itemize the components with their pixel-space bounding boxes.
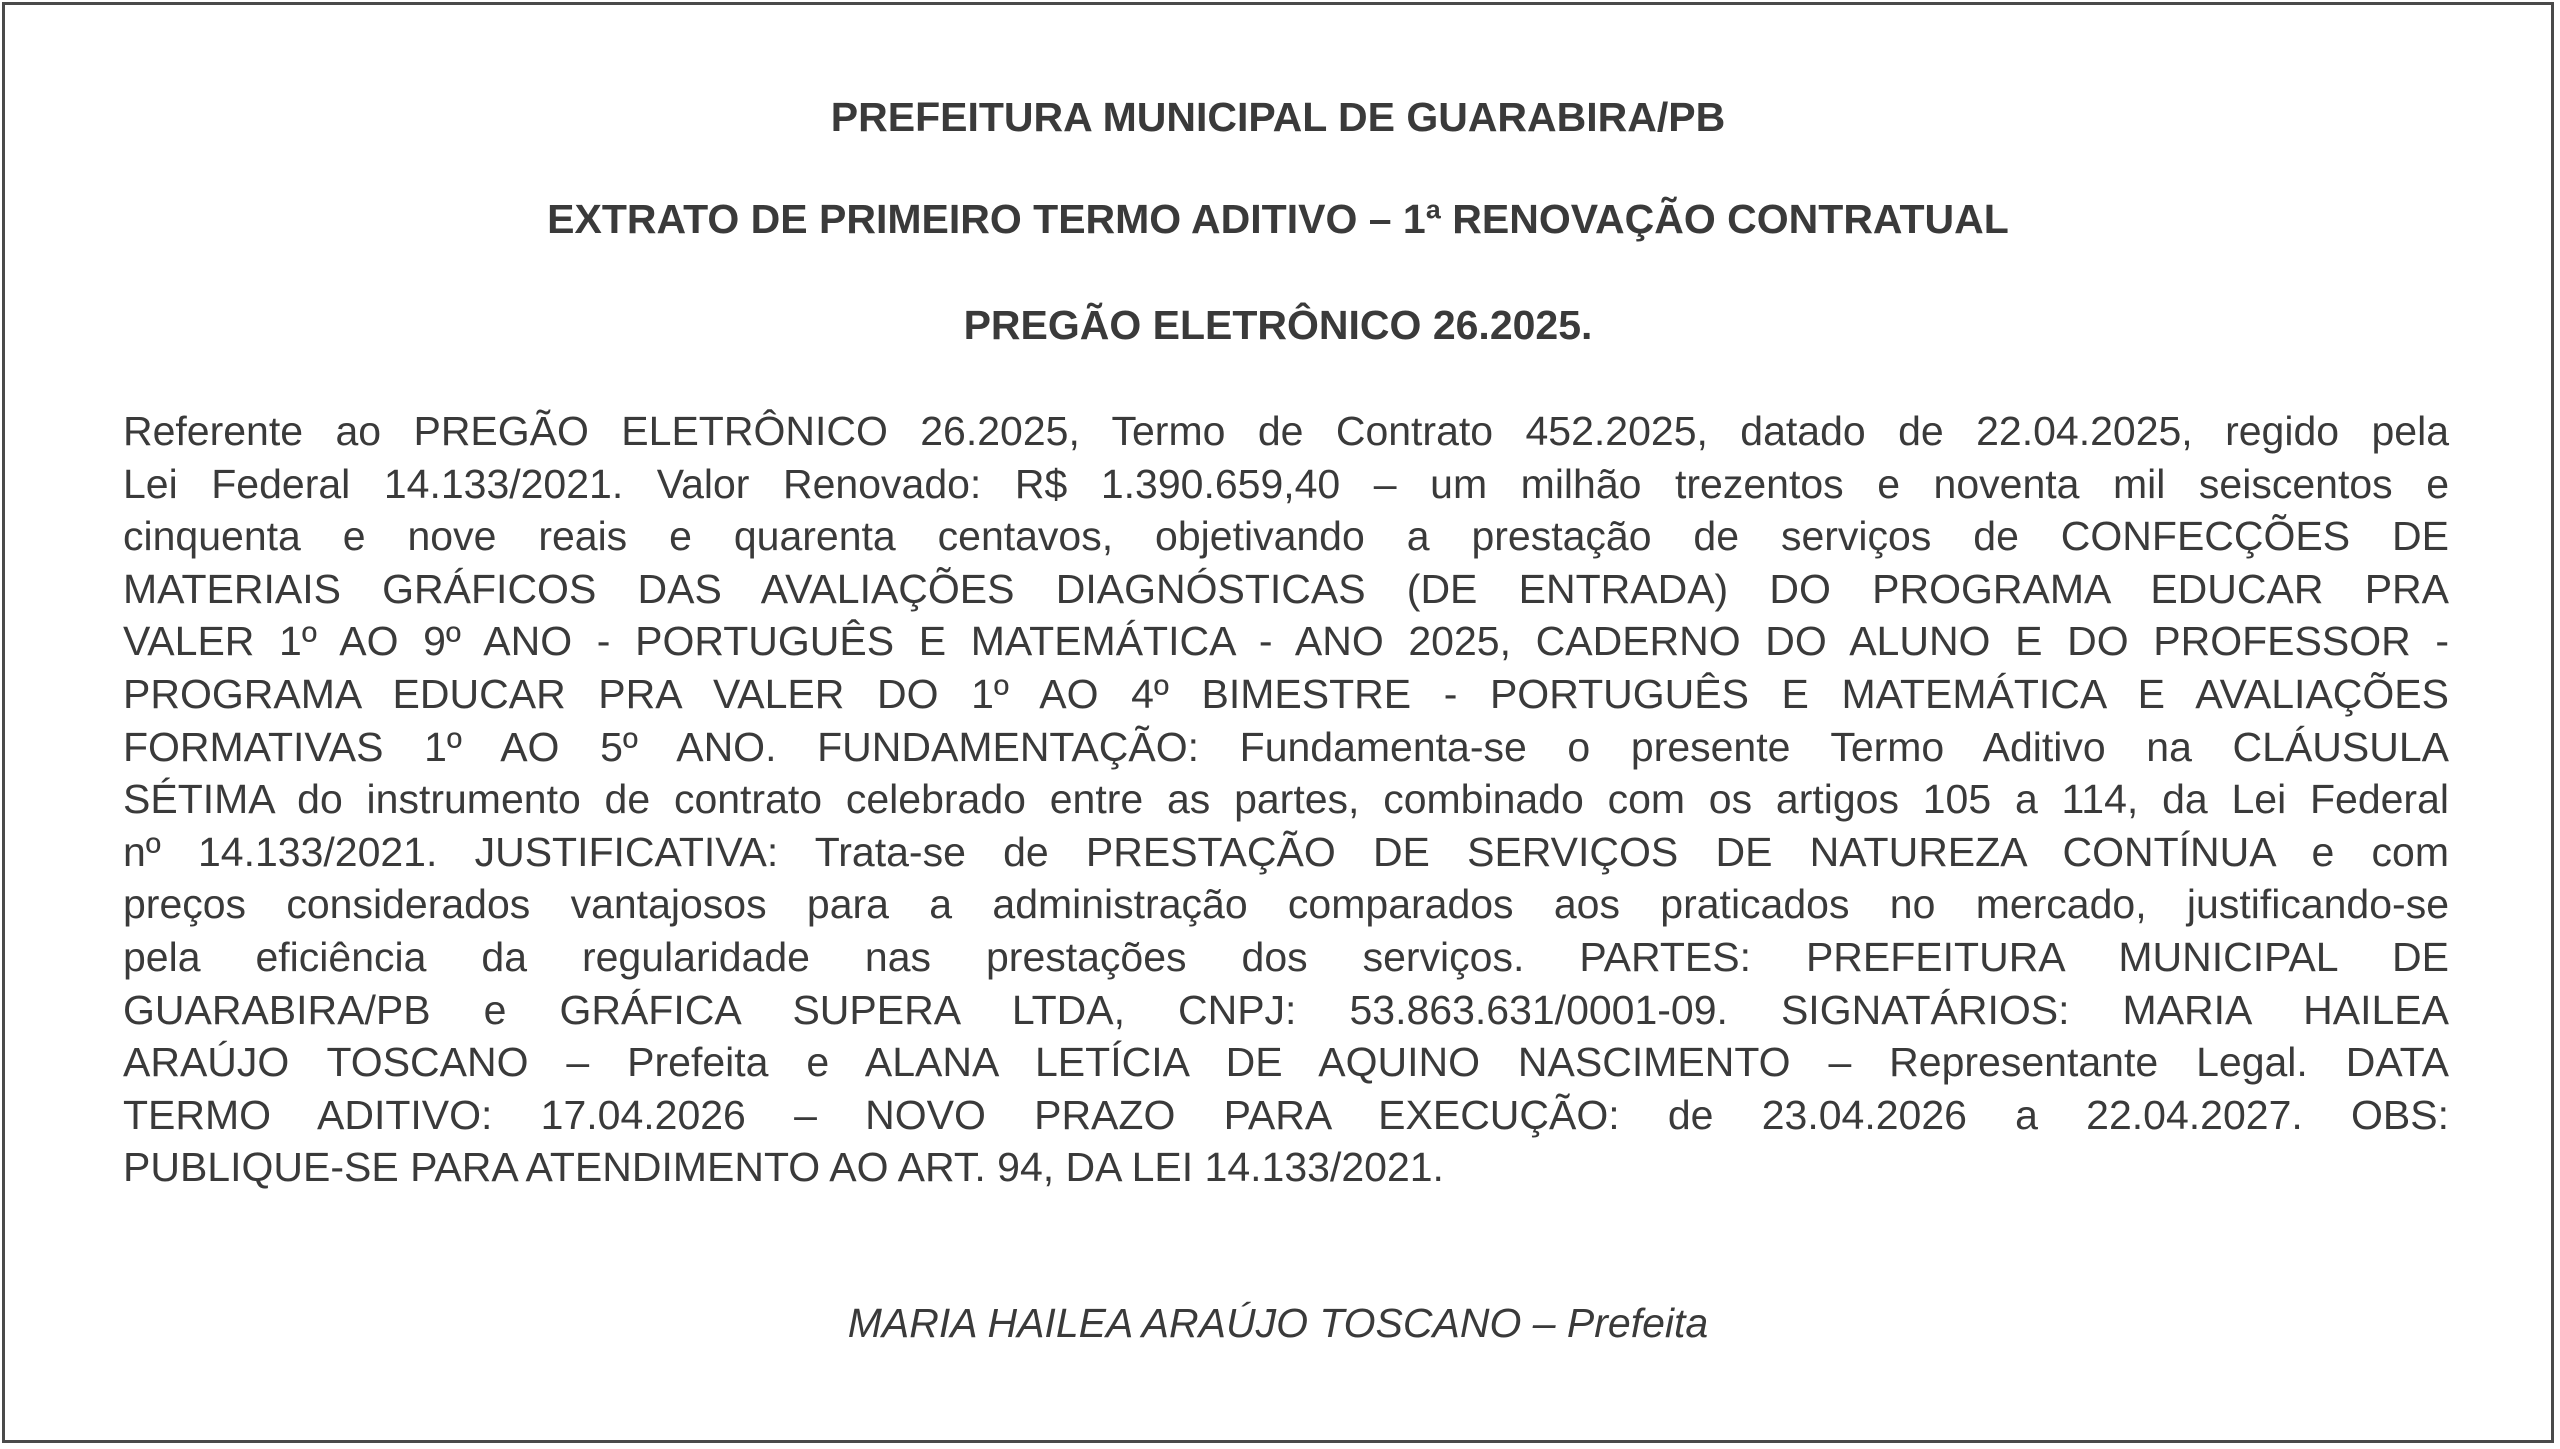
body-line: GUARABIRA/PB e GRÁFICA SUPERA LTDA, CNPJ: 53.863.631/0001-09. SIGNATÁRIOS: MARIA HAILEA bbox=[123, 986, 2449, 1033]
body-line: Lei Federal 14.133/2021. Valor Renovado: R$ 1.390.659,40 – um milhão trezentos e noventa mil seiscentos e bbox=[123, 460, 2449, 507]
body-line: VALER 1º AO 9º ANO - PORTUGUÊS E MATEMÁTICA - ANO 2025, CADERNO DO ALUNO E DO PROFESSOR - bbox=[123, 618, 2449, 665]
body-paragraph bbox=[123, 405, 2449, 1194]
header-municipality: PREFEITURA MUNICIPAL DE GUARABIRA/PB bbox=[830, 94, 1726, 140]
body-line: PROGRAMA EDUCAR PRA VALER DO 1º AO 4º BIMESTRE - PORTUGUÊS E MATEMÁTICA E AVALIAÇÕES bbox=[123, 670, 2449, 717]
document-frame bbox=[2, 2, 2554, 1443]
body-line: Referente ao PREGÃO ELETRÔNICO 26.2025, Termo de Contrato 452.2025, datado de 22.04.2025, regido pela bbox=[123, 408, 2449, 454]
body-line: PUBLIQUE-SE PARA ATENDIMENTO AO ART. 94, DA LEI 14.133/2021. bbox=[123, 1144, 1444, 1191]
body-line: cinquenta e nove reais e quarenta centavos, objetivando a prestação de serviços de CONFECÇÕES DE bbox=[123, 513, 2449, 560]
body-line: ARAÚJO TOSCANO – Prefeita e ALANA LETÍCIA DE AQUINO NASCIMENTO – Representante Legal. DATA bbox=[123, 1039, 2449, 1086]
header-auction-number: PREGÃO ELETRÔNICO 26.2025. bbox=[963, 302, 1593, 348]
signature-line: MARIA HAILEA ARAÚJO TOSCANO – Prefeita bbox=[847, 1300, 1709, 1346]
header-extract-title: EXTRATO DE PRIMEIRO TERMO ADITIVO – 1ª RENOVAÇÃO CONTRATUAL bbox=[547, 196, 2009, 242]
body-line: preços considerados vantajosos para a administração comparados aos praticados no mercado, justificando-se bbox=[123, 881, 2449, 928]
body-line: pela eficiência da regularidade nas prestações dos serviços. PARTES: PREFEITURA MUNICIPAL DE bbox=[123, 933, 2449, 980]
body-line: FORMATIVAS 1º AO 5º ANO. FUNDAMENTAÇÃO: Fundamenta-se o presente Termo Aditivo na CLÁUSULA bbox=[123, 723, 2449, 770]
body-line: nº 14.133/2021. JUSTIFICATIVA: Trata-se de PRESTAÇÃO DE SERVIÇOS DE NATUREZA CONTÍNUA e com bbox=[123, 828, 2449, 875]
body-line: SÉTIMA do instrumento de contrato celebrado entre as partes, combinado com os artigos 105 a 114, da Lei Federal bbox=[123, 776, 2449, 823]
body-line: TERMO ADITIVO: 17.04.2026 – NOVO PRAZO PARA EXECUÇÃO: de 23.04.2026 a 22.04.2027. OBS: bbox=[123, 1091, 2449, 1138]
body-line: MATERIAIS GRÁFICOS DAS AVALIAÇÕES DIAGNÓSTICAS (DE ENTRADA) DO PROGRAMA EDUCAR PRA bbox=[123, 565, 2449, 612]
